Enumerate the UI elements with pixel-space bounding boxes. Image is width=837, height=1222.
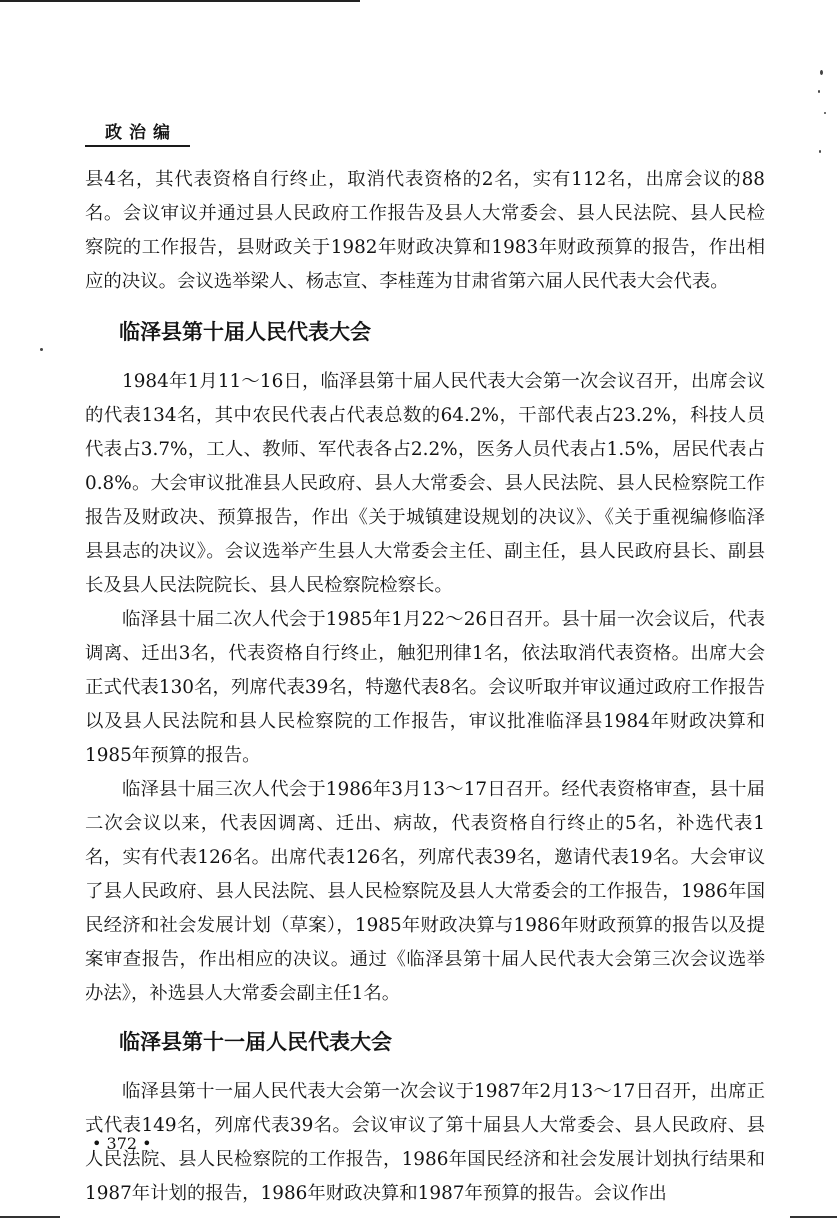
section-label: 政治编 [105,123,177,143]
bottom-border-rule [0,1216,60,1218]
scan-speck [824,112,826,114]
scan-speck [819,150,821,153]
heading-eleventh-congress: 临泽县第十一届人民代表大会 [119,1030,392,1054]
page-body [85,163,765,1211]
paragraph: 临泽县十届二次人代会于1985年1月22～26日召开。县十届一次会议后，代表调离、迁出3名，代表资格自行终止，触犯刑律1名，依法取消代表资格。出席大会正式代表130名，列席代表39名，特邀代表8名。会议听取并审议通过政府工作报告以及县人民法院和县人民检察院的工作报告，审议批准临泽县1984年财政决算和1985年预算的报告。 [85,609,765,766]
paragraph-continued: 县4名，其代表资格自行终止，取消代表资格的2名，实有112名，出席会议的88名。会议审议并通过县人民政府工作报告及县人大常委会、县人民法院、县人民检察院的工作报告，县财政关于1982年财政决算和1983年财政预算的报告，作出相应的决议。会议选举梁人、杨志宣、李桂莲为甘肃省第六届人民代表大会代表。 [85,169,765,292]
page-number: • 372 • [92,1134,152,1153]
scan-speck [818,90,820,93]
bottom-border-rule [790,1216,837,1218]
scan-speck [40,348,43,351]
top-border-rule [0,0,360,2]
header-underline [85,145,190,147]
paragraph: 临泽县十届三次人代会于1986年3月13～17日召开。经代表资格审查，县十届二次会议以来，代表因调离、迁出、病故，代表资格自行终止的5名，补选代表1名，实有代表126名。出席代表126名，列席代表39名，邀请代表19名。大会审议了县人民政府、县人民法院、县人民检察院及县人大常委会的工作报告，1986年国民经济和社会发展计划（草案），1985年财政决算与1986年财政预算的报告以及提案审查报告，作出相应的决议。通过《临泽县第十届人民代表大会第三次会议选举办法》，补选县人大常委会副主任1名。 [85,779,765,1004]
scan-speck [820,70,823,75]
heading-tenth-congress: 临泽县第十届人民代表大会 [119,320,371,344]
paragraph: 临泽县第十一届人民代表大会第一次会议于1987年2月13～17日召开，出席正式代表149名，列席代表39名。会议审议了第十届县人大常委会、县人民政府、县人民法院、县人民检察院的工作报告，1986年国民经济和社会发展计划执行结果和1987年计划的报告，1986年财政决算和1987年预算的报告。会议作出 [85,1081,765,1204]
paragraph: 1984年1月11～16日，临泽县第十届人民代表大会第一次会议召开，出席会议的代表134名，其中农民代表占代表总数的64.2%，干部代表占23.2%，科技人员代表占3.7%，工人、教师、军代表各占2.2%，医务人员代表占1.5%，居民代表占0.8%。大会审议批准县人民政府、县人大常委会、县人民法院、县人民检察院工作报告及财政决、预算报告，作出《关于城镇建设规划的决议》、《关于重视编修临泽县县志的决议》。会议选举产生县人大常委会主任、副主任，县人民政府县长、副县长及县人民法院院长、县人民检察院检察长。 [85,371,765,596]
